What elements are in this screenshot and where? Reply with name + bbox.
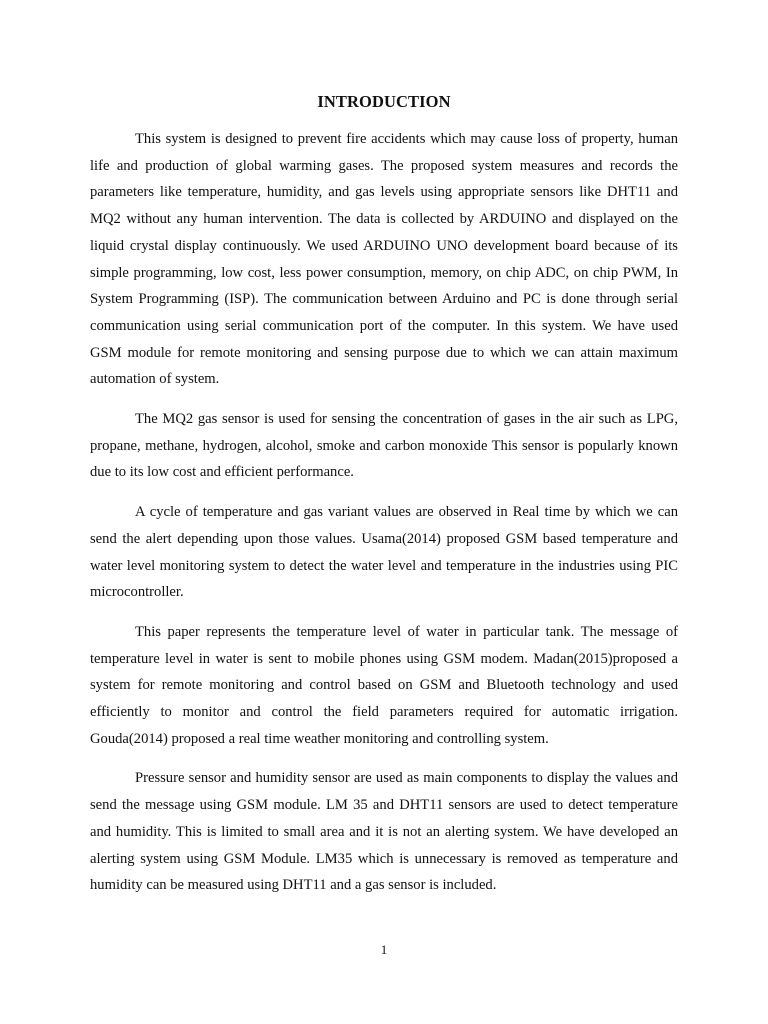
paragraph-3: A cycle of temperature and gas variant values are observed in Real time by which we can send the alert depending upon those values. Usama(2014) proposed GSM based temperature and water level monitoring system to detect the water level and temperature in the industries using PIC microcontroller. [90,504,678,601]
paragraph-2: The MQ2 gas sensor is used for sensing the concentration of gases in the air such as LPG, propane, methane, hydrogen, alcohol, smoke and carbon monoxide This sensor is popularly known due to its low cost and efficient performance. [90,411,678,481]
page-title: INTRODUCTION [317,92,451,111]
paragraph-5: Pressure sensor and humidity sensor are used as main components to display the values and send the message using GSM module. LM 35 and DHT11 sensors are used to detect temperature and humidity. This is limited to small area and it is not an alerting system. We have developed an alerting system using GSM Module. LM35 which is unnecessary is removed as temperature and humidity can be measured using DHT11 and a gas sensor is included. [90,770,678,894]
paragraph-4: This paper represents the temperature level of water in particular tank. The message of temperature level in water is sent to mobile phones using GSM modem. Madan(2015)proposed a system for remote monitoring and control based on GSM and Bluetooth technology and used efficiently to monitor and control the field parameters required for automatic irrigation. Gouda(2014) proposed a real time weather monitoring and controlling system. [90,623,678,747]
body-text [90,126,678,912]
paragraph-1: This system is designed to prevent fire accidents which may cause loss of property, human life and production of global warming gases. The proposed system measures and records the parameters like temperature, humidity, and gas levels using appropriate sensors like DHT11 and MQ2 without any human intervention. The data is collected by ARDUINO and displayed on the liquid crystal display continuously. We used ARDUINO UNO development board because of its simple programming, low cost, less power consumption, memory, on chip ADC, on chip PWM, In System Programming (ISP). The communication between Arduino and PC is done through serial communication using serial communication port of the computer. In this system. We have used GSM module for remote monitoring and sensing purpose due to which we can attain maximum automation of system. [90,131,678,388]
page-number: 1 [380,942,388,957]
